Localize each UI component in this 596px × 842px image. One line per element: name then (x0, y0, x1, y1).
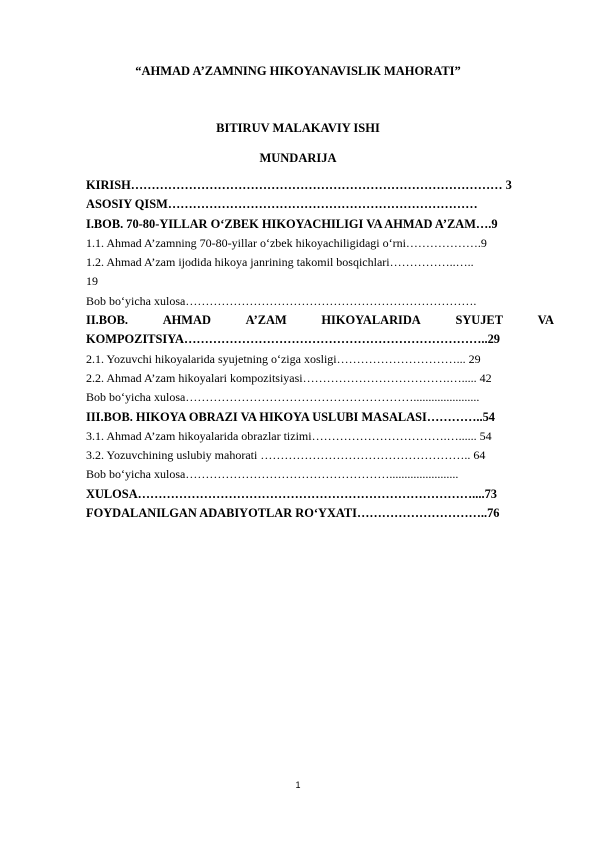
contents-heading: MUNDARIJA (259, 151, 337, 165)
toc-entry-chapter-1: I.BOB. 70-80-YILLAR O‘ZBEK HIKOYACHILIGI VA AHMAD A’ZAM….9 (86, 216, 498, 231)
chapter-2-word: AHMAD (162, 313, 211, 328)
toc-entry-kirish: KIRISH……………………………………………………………………………… 3 (86, 178, 512, 192)
table-of-contents (86, 176, 554, 523)
toc-entry-asosiy-qism: ASOSIY QISM………………………………………………………………… (86, 197, 478, 212)
toc-entry-section-1-1: 1.1. Ahmad A’zamning 70-80-yillar o‘zbek hikoyachiligidagi o‘rni……………….9 (86, 235, 487, 250)
toc-entry-chapter-2 (86, 311, 554, 330)
toc-entry-chapter-2-continued: KOMPOZITSIYA………………………………………………………………..29 (86, 332, 500, 347)
toc-entry-section-3-2: 3.2. Yozuvchining uslubiy mahorati …………………………………………….. 64 (86, 448, 486, 463)
toc-entry-chapter-1-summary: Bob bo‘yicha xulosa………………………………………………………………. (86, 293, 477, 308)
chapter-2-word: HIKOYALARIDA (321, 313, 421, 328)
toc-entry-chapter-3: III.BOB. HIKOYA OBRAZI VA HIKOYA USLUBI MASALASI…………..54 (86, 409, 496, 424)
document-title: “AHMAD A’ZAMNING HIKOYANAVISLIK MAHORATI” (135, 64, 461, 78)
chapter-2-word: VA (537, 313, 554, 328)
toc-entry-adabiyotlar: FOYDALANILGAN ADABIYOTLAR RO‘YXATI…………………………..76 (86, 506, 500, 521)
toc-entry-chapter-2-summary: Bob bo‘yicha xulosa…………………………………………………...................... (86, 390, 480, 405)
chapter-2-word: SYUJET (455, 313, 503, 328)
chapter-2-word: A’ZAM (245, 313, 287, 328)
toc-entry-section-3-1: 3.1. Ahmad A’zam hikoyalarida obrazlar tizimi…………………………….…...... 54 (86, 428, 492, 443)
toc-entry-section-1-2-page: 19 (86, 274, 98, 289)
toc-entry-section-2-2: 2.2. Ahmad A’zam hikoyalari kompozitsiyasi……………………………….…..... 42 (86, 370, 492, 385)
chapter-2-word: II.BOB. (86, 313, 129, 328)
toc-entry-section-2-1: 2.1. Yozuvchi hikoyalarida syujetning o‘ziga xosligi…………………………... 29 (86, 351, 481, 366)
toc-entry-chapter-3-summary: Bob bo‘yicha xulosa……………………………………………....................... (86, 467, 459, 482)
toc-entry-section-1-2: 1.2. Ahmad A’zam ijodida hikoya janrining takomil bosqichlari……………..….. (86, 255, 474, 270)
document-subtitle: BITIRUV MALAKAVIY ISHI (216, 121, 380, 135)
toc-entry-xulosa: XULOSA………………………………………………………………………....73 (86, 486, 497, 501)
page-number: 1 (295, 780, 301, 790)
